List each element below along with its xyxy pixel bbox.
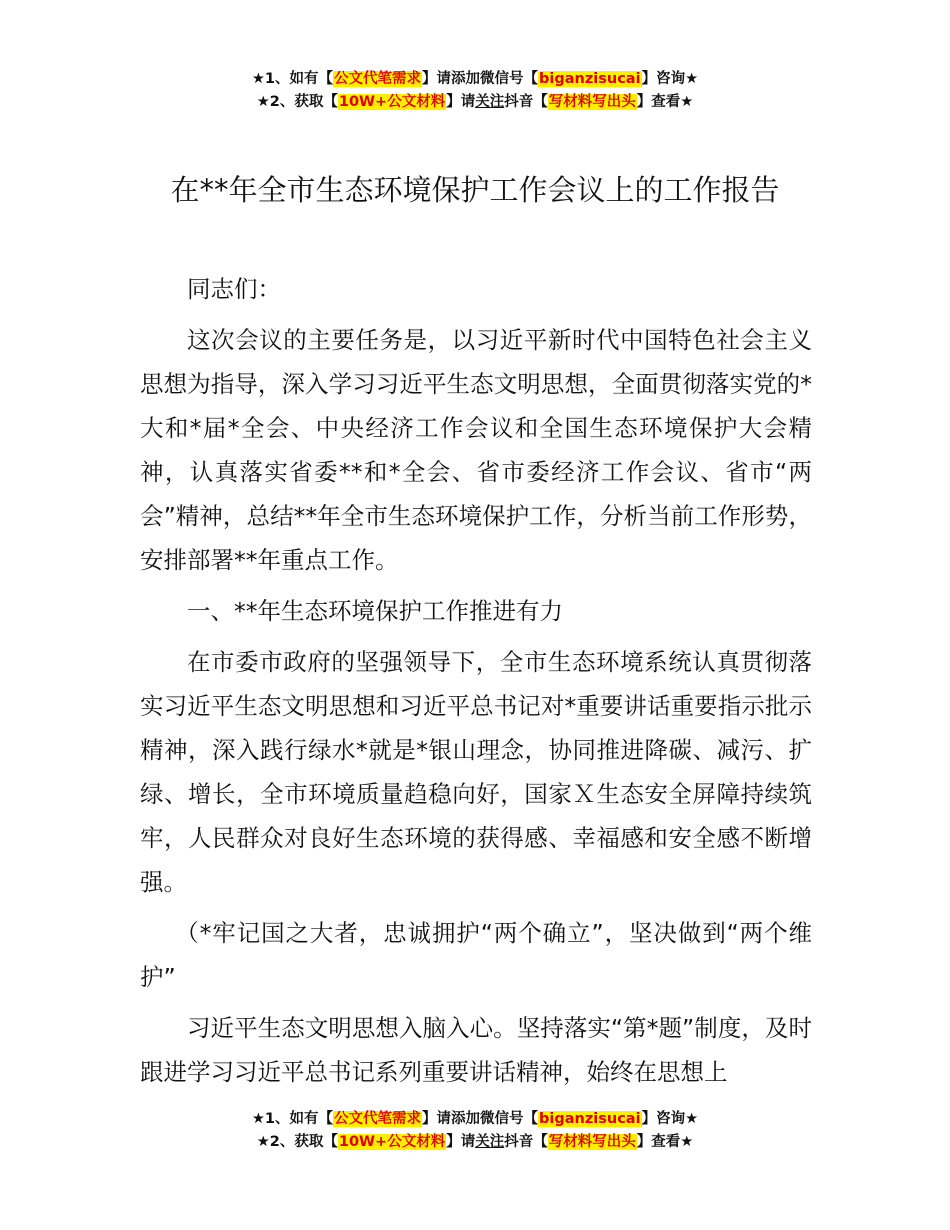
banner-text: 】咨询★ (641, 1111, 699, 1127)
banner-text: 】请 (446, 1134, 476, 1150)
paragraph: 这次会议的主要任务是，以习近平新时代中国特色社会主义思想为指导，深入学习习近平生态文明思想，全面贯彻落实党的*大和*届*全会、中央经济工作会议和全国生态环境保护大会精神，认真落实省委**和*全会、省市委经济工作会议、省市“两会”精神，总结**年全市生态环境保护工作，分析当前工作形势，安排部署**年重点工作。 (140, 326, 812, 574)
banner-text: 抖音【 (504, 1134, 548, 1150)
banner-highlight: 写材料写出头 (548, 94, 636, 110)
banner-text: 】请添加微信号【 (422, 1111, 539, 1127)
paragraph: 在市委市政府的坚强领导下，全市生态环境系统认真贯彻落实习近平生态文明思想和习近平总书记对*重要讲话重要指示批示精神，深入践行绿水*就是*银山理念，协同推进降碳、减污、扩绿、增长，全市环境质量趋稳向好，国家Ｘ生态安全屏障持续筑牢，人民群众对良好生态环境的获得感、幸福感和安全感不断增强。 (140, 648, 812, 896)
header-banner (0, 68, 950, 114)
document-body (140, 267, 812, 1094)
banner-text: ★2、获取【 (256, 1134, 338, 1150)
banner-line-1 (0, 68, 950, 91)
banner-highlight: 10W+公文材料 (338, 94, 446, 110)
banner-underlined: 关注 (475, 94, 505, 110)
banner-highlight: 公文代笔需求 (334, 1111, 422, 1127)
banner-text: ★1、如有【 (251, 71, 334, 87)
paragraph: 习近平生态文明思想入脑入心。坚持落实“第*题”制度，及时跟进学习习近平总书记系列重要讲话精神，始终在思想上 (140, 1014, 812, 1086)
banner-wechat-id: biganzisucai (539, 1111, 641, 1127)
banner-underlined: 关注 (475, 1134, 505, 1150)
banner-text: 】请 (446, 94, 476, 110)
banner-text: 】请添加微信号【 (422, 71, 539, 87)
subsection-heading: （*牢记国之大者，忠诚拥护“两个确立”，坚决做到“两个维护” (140, 919, 812, 991)
banner-text: ★2、获取【 (256, 94, 338, 110)
banner-line-2 (0, 91, 950, 114)
banner-text: 抖音【 (504, 94, 548, 110)
document-title: 在**年全市生态环境保护工作会议上的工作报告 (170, 173, 780, 207)
banner-highlight: 公文代笔需求 (334, 71, 422, 87)
section-heading: 一、**年生态环境保护工作推进有力 (187, 597, 563, 625)
banner-text: 】查看★ (636, 94, 694, 110)
banner-highlight: 10W+公文材料 (338, 1134, 446, 1150)
banner-text: 】咨询★ (641, 71, 699, 87)
banner-text: ★1、如有【 (251, 1111, 334, 1127)
banner-highlight: 写材料写出头 (548, 1134, 636, 1150)
footer-banner (0, 1108, 950, 1154)
banner-text: 】查看★ (636, 1134, 694, 1150)
banner-line-2 (0, 1131, 950, 1154)
banner-wechat-id: biganzisucai (539, 71, 641, 87)
salutation: 同志们： (187, 275, 281, 303)
banner-line-1 (0, 1108, 950, 1131)
